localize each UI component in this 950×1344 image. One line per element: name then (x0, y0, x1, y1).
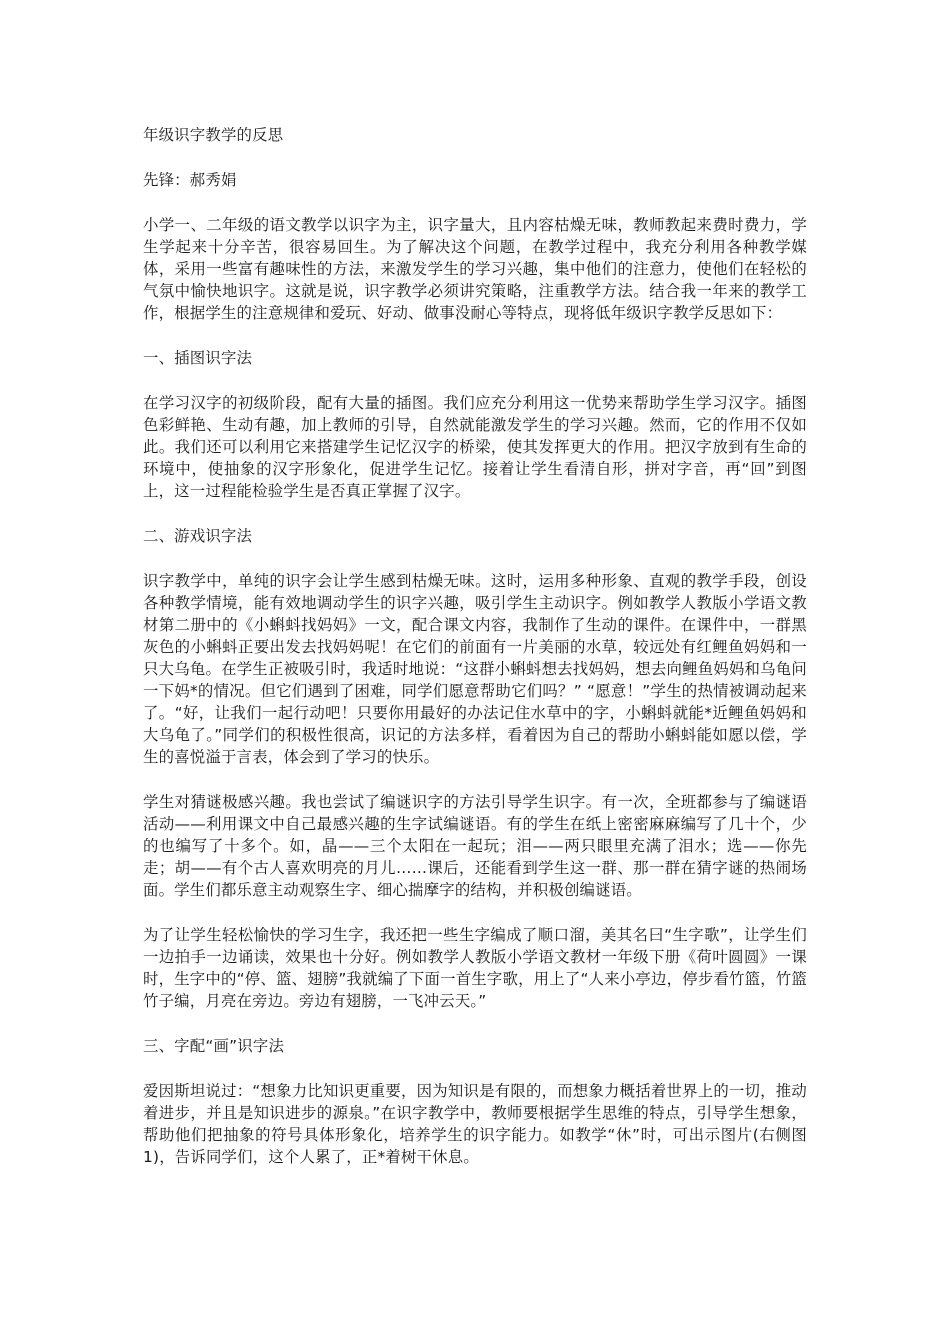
section-heading-3: 三、字配“画”识字法 (143, 1037, 285, 1055)
document-author: 先锋：郝秀娟 (143, 171, 237, 189)
section-2-paragraph-3: 为了让学生轻松愉快的学习生字，我还把一些生字编成了顺口溜，美其名曰“生字歌”，让学生们一边拍手一边诵读，效果也十分好。例如教学人教版小学语文教材一年级下册《荷叶圆圆》一课时，生字中的“停、篮、翅膀”我就编了下面一首生字歌，用上了“人来小亭边，停步看竹篮，竹篮竹子编，月亮在旁边。旁边有翅膀，一飞冲云天。” (143, 926, 807, 1010)
section-2-paragraph-2: 学生对猜谜极感兴趣。我也尝试了编谜识字的方法引导学生识字。有一次，全班都参与了编谜语活动——利用课文中自己最感兴趣的生字试编谜语。有的学生在纸上密密麻麻编写了几十个，少的也编写了十多个。如，晶——三个太阳在一起玩；泪——两只眼里充满了泪水；选——你先走；胡——有个古人喜欢明亮的月儿……课后，还能看到学生这一群、那一群在猜字谜的热闹场面。学生们都乐意主动观察生字、细心揣摩字的结构，并积极创编谜语。 (143, 793, 807, 899)
document-title: 年级识字教学的反思 (143, 126, 284, 144)
document-body (143, 124, 807, 1191)
section-1-paragraph: 在学习汉字的初级阶段，配有大量的插图。我们应充分利用这一优势来帮助学生学习汉字。插图色彩鲜艳、生动有趣，加上教师的引导，自然就能激发学生的学习兴趣。然而，它的作用不仅如此。我们还可以利用它来搭建学生记忆汉字的桥梁，使其发挥更大的作用。把汉字放到有生命的环境中，使抽象的汉字形象化，促进学生记忆。接着让学生看清自形，拼对字音，再“回”到图上，这一过程能检验学生是否真正掌握了汉字。 (143, 394, 807, 500)
section-3-paragraph: 爱因斯坦说过：“想象力比知识更重要，因为知识是有限的，而想象力概括着世界上的一切，推动着进步，并且是知识进步的源泉。”在识字教学中，教师要根据学生思维的特点，引导学生想象，帮助他们把抽象的符号具体形象化，培养学生的识字能力。如教学“休”时，可出示图片(右侧图 1)，告诉同学们，这个人累了，正*着树干休息。 (143, 1082, 807, 1166)
section-2-paragraph-1: 识字教学中，单纯的识字会让学生感到枯燥无味。这时，运用多种形象、直观的教学手段，创设各种教学情境，能有效地调动学生的识字兴趣，吸引学生主动识字。例如教学人教版小学语文教材第二册中的《小蝌蚪找妈妈》一文，配合课文内容，我制作了生动的课件。在课件中，一群黑灰色的小蝌蚪正要出发去找妈妈呢！在它们的前面有一片美丽的水草，较远处有红鲤鱼妈妈和一只大乌龟。在学生正被吸引时，我适时地说：“这群小蝌蚪想去找妈妈，想去向鲤鱼妈妈和乌龟问一下妈*的情况。但它们遇到了困难，同学们愿意帮助它们吗？” “愿意！”学生的热情被调动起来了。“好，让我们一起行动吧！只要你用最好的办法记住水草中的字，小蝌蚪就能*近鲤鱼妈妈和大乌龟了。”同学们的积极性很高，识记的方法多样，看着因为自己的帮助小蝌蚪能如愿以偿，学生的喜悦溢于言表，体会到了学习的快乐。 (143, 572, 807, 766)
section-heading-1: 一、插图识字法 (143, 349, 253, 367)
section-heading-2: 二、游戏识字法 (143, 527, 253, 545)
intro-paragraph: 小学一、二年级的语文教学以识字为主，识字量大，且内容枯燥无味，教师教起来费时费力，学生学起来十分辛苦，很容易回生。为了解决这个问题，在教学过程中，我充分利用各种教学媒体，采用一些富有趣味性的方法，来激发学生的学习兴趣，集中他们的注意力，使他们在轻松的气氛中愉快地识字。这就是说，识字教学必须讲究策略，注重教学方法。结合我一年来的教学工作，根据学生的注意规律和爱玩、好动、做事没耐心等特点，现将低年级识字教学反思如下： (143, 216, 807, 322)
